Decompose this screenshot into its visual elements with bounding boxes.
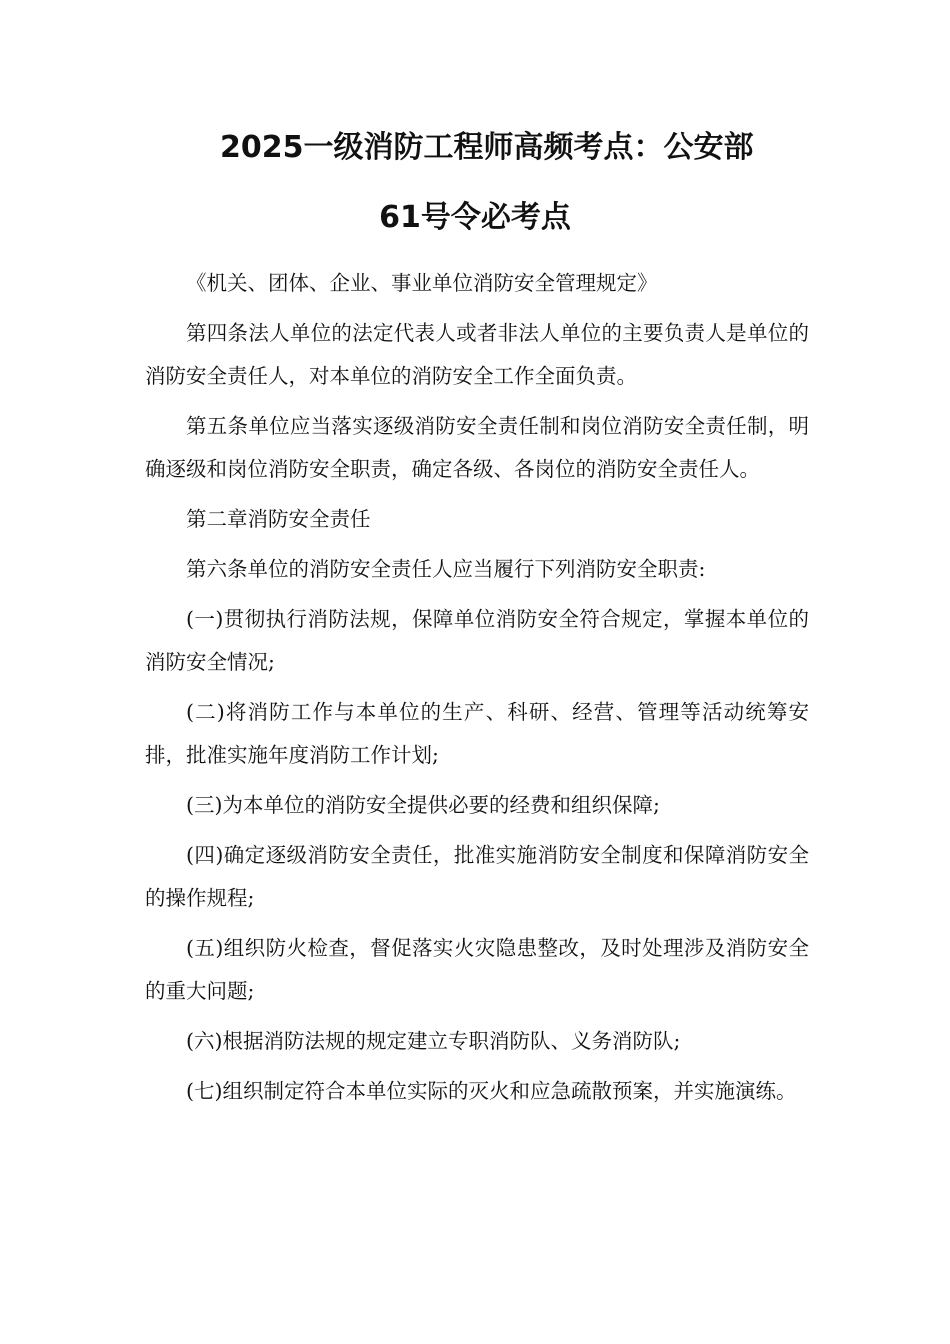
paragraph-article-5: 第五条单位应当落实逐级消防安全责任制和岗位消防安全责任制，明确逐级和岗位消防安全职责，确定各级、各岗位的消防安全责任人。	[145, 414, 809, 481]
paragraph-chapter-2-heading: 第二章消防安全责任	[186, 507, 371, 531]
document-body	[145, 262, 809, 1120]
paragraph-item-6: (六)根据消防法规的规定建立专职消防队、义务消防队;	[186, 1029, 681, 1053]
paragraph-article-4: 第四条法人单位的法定代表人或者非法人单位的主要负责人是单位的消防安全责任人，对本单位的消防安全工作全面负责。	[145, 321, 809, 388]
paragraph-item-7: (七)组织制定符合本单位实际的灭火和应急疏散预案，并实施演练。	[186, 1079, 797, 1103]
paragraph-item-3: (三)为本单位的消防安全提供必要的经费和组织保障;	[186, 793, 660, 817]
paragraph-regulation-name: 《机关、团体、企业、事业单位消防安全管理规定》	[186, 271, 658, 295]
paragraph-item-5: (五)组织防火检查，督促落实火灾隐患整改，及时处理涉及消防安全的重大问题;	[145, 936, 809, 1003]
paragraph-item-1: (一)贯彻执行消防法规，保障单位消防安全符合规定，掌握本单位的消防安全情况;	[145, 607, 809, 674]
document-title-line-2: 61号令必考点	[379, 200, 571, 235]
paragraph-article-6: 第六条单位的消防安全责任人应当履行下列消防安全职责:	[186, 557, 706, 581]
paragraph-item-2: (二)将消防工作与本单位的生产、科研、经营、管理等活动统筹安排，批准实施年度消防工作计划;	[145, 700, 809, 767]
paragraph-item-4: (四)确定逐级消防安全责任，批准实施消防安全制度和保障消防安全的操作规程;	[145, 843, 809, 910]
document-title-line-1: 2025一级消防工程师高频考点：公安部	[220, 130, 754, 165]
